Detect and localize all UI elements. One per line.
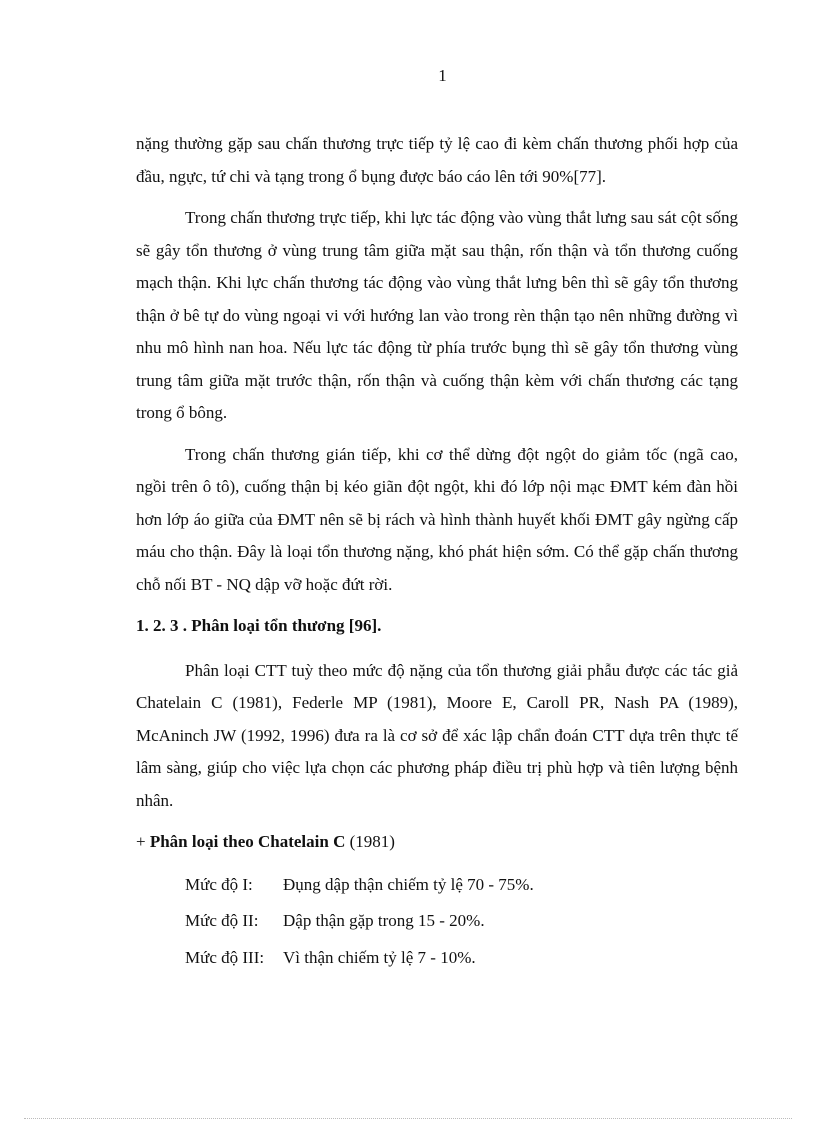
paragraph-continuation: nặng thường gặp sau chấn thương trực tiếp tỷ lệ cao đi kèm chấn thương phối hợp của đầu, ngực, tứ chi và tạng trong ổ bụng được báo cáo lên tới 90%[77]. bbox=[136, 134, 738, 186]
page-bottom-divider bbox=[24, 1118, 792, 1119]
paragraph-indirect-trauma: Trong chấn thương gián tiếp, khi cơ thể dừng đột ngột do giảm tốc (ngã cao, ngồi trên ô tô), cuống thận bị kéo giãn đột ngột, khi đó lớp nội mạc ĐMT kém đàn hồi hơn lớp áo giữa của ĐMT nên sẽ bị rách và hình thành huyết khối ĐMT gây ngừng cấp máu cho thận. Đây là loại tổn thương nặng, khó phát hiện sớm. Có thể gặp chấn thương chỗ nối BT - NQ dập vỡ hoặc đứt rời. bbox=[136, 444, 738, 594]
level-text: Vì thận chiếm tỷ lệ 7 - 10%. bbox=[283, 947, 476, 967]
subheading-title: Phân loại theo Chatelain C bbox=[149, 832, 346, 851]
section-heading-text: 1. 2. 3 . Phân loại tổn thương bbox=[136, 616, 345, 635]
level-text: Đụng dập thận chiếm tỷ lệ 70 - 75%. bbox=[283, 874, 534, 894]
level-label: Mức độ III: bbox=[185, 947, 265, 967]
level-item-2 bbox=[185, 905, 738, 938]
subheading-year: (1981) bbox=[345, 832, 395, 851]
paragraph-classification-intro: Phân loại CTT tuỳ theo mức độ nặng của tổn thương giải phẫu được các tác giả Chatelain C (1981), Federle MP (1981), Moore E, Caroll PR, Nash PA (1989), McAninch JW (1992, 1996) đưa ra là cơ sở để xác lập chẩn đoán CTT dựa trên thực tế lâm sàng, giúp cho việc lựa chọn các phương pháp điều trị phù hợp và tiên lượng bệnh nhân. bbox=[136, 660, 738, 810]
page-number: 1 bbox=[438, 66, 447, 85]
level-item-1 bbox=[185, 869, 738, 902]
level-text: Dập thận gặp trong 15 - 20%. bbox=[283, 911, 485, 930]
level-label: Mức độ II: bbox=[185, 911, 259, 930]
document-body bbox=[136, 128, 738, 978]
paragraph-direct-trauma: Trong chấn thương trực tiếp, khi lực tác động vào vùng thắt lưng sau sát cột sống sẽ gây tổn thương ở vùng trung tâm giữa mặt sau thận, rốn thận và tổn thương cuống mạch thận. Khi lực chấn thương tác động vào vùng thắt lưng bên thì sẽ gây tổn thương thận ở bê tự do vùng ngoại vi với hướng lan vào trong rèn thận tạo nên những đường vì nhu mô hình nan hoa. Nếu lực tác động từ phía trước bụng thì sẽ gây tổn thương vùng trung tâm giữa mặt trước thận, rốn thận và cuống thận kèm với chấn thương các tạng trong ổ bông. bbox=[136, 208, 738, 422]
section-heading bbox=[136, 610, 738, 643]
level-label: Mức độ I: bbox=[185, 874, 253, 894]
section-heading-reference: [96]. bbox=[348, 616, 382, 635]
level-item-3 bbox=[185, 942, 738, 975]
subheading-prefix: + bbox=[136, 832, 150, 851]
classification-subheading bbox=[136, 826, 738, 859]
